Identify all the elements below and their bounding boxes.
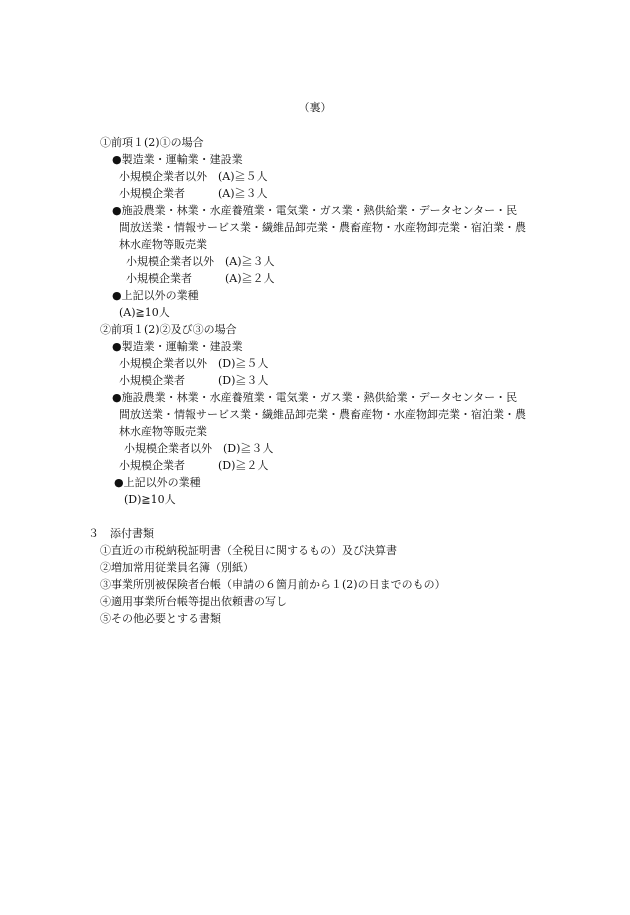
- industry-category-continued: 間放送業・情報サービス業・繊維品卸売業・農畜産物・水産物卸売業・宿泊業・農: [119, 221, 526, 234]
- attachment-item: ⑤その他必要とする書類: [100, 612, 221, 625]
- attachments-heading: ３ 添付書類: [88, 527, 154, 540]
- condition-line: 小規模企業者 (D)≧３人: [119, 374, 269, 387]
- condition-line: 小規模企業者以外 (A)≧５人: [119, 170, 268, 183]
- condition-line: 小規模企業者 (D)≧２人: [119, 459, 269, 472]
- section-heading: ②前項１(2)②及び③の場合: [100, 323, 237, 336]
- industry-category: ●施設農業・林業・水産養殖業・電気業・ガス業・熱供給業・データセンター・民: [112, 204, 518, 217]
- condition-line: 小規模企業者以外 (D)≧３人: [124, 442, 274, 455]
- page-side-label: （裏）: [298, 101, 332, 114]
- industry-category: ●上記以外の業種: [112, 289, 199, 302]
- industry-category: ●施設農業・林業・水産養殖業・電気業・ガス業・熱供給業・データセンター・民: [112, 391, 518, 404]
- industry-category-continued: 間放送業・情報サービス業・繊維品卸売業・農畜産物・水産物卸売業・宿泊業・農: [119, 408, 526, 421]
- condition-line: 小規模企業者以外 (A)≧３人: [126, 255, 275, 268]
- condition-line: 小規模企業者 (A)≧２人: [126, 272, 275, 285]
- industry-category-continued: 林水産物等販売業: [119, 238, 207, 251]
- industry-category: ●製造業・運輸業・建設業: [112, 153, 243, 166]
- industry-category: ●製造業・運輸業・建設業: [112, 340, 243, 353]
- section-heading: ①前項１(2)①の場合: [100, 136, 204, 149]
- industry-category: ●上記以外の業種: [114, 476, 201, 489]
- attachment-item: ①直近の市税納税証明書（全税目に関するもの）及び決算書: [100, 544, 397, 557]
- industry-category-continued: 林水産物等販売業: [119, 425, 207, 438]
- condition-line: (A)≧10人: [119, 306, 170, 319]
- attachment-item: ④適用事業所台帳等提出依頼書の写し: [100, 595, 287, 608]
- attachment-item: ③事業所別被保険者台帳（申請の６箇月前から１(2)の日までのもの）: [100, 578, 446, 591]
- condition-line: 小規模企業者 (A)≧３人: [119, 187, 268, 200]
- condition-line: (D)≧10人: [124, 493, 176, 506]
- condition-line: 小規模企業者以外 (D)≧５人: [119, 357, 269, 370]
- attachment-item: ②増加常用従業員名簿（別紙）: [100, 561, 254, 574]
